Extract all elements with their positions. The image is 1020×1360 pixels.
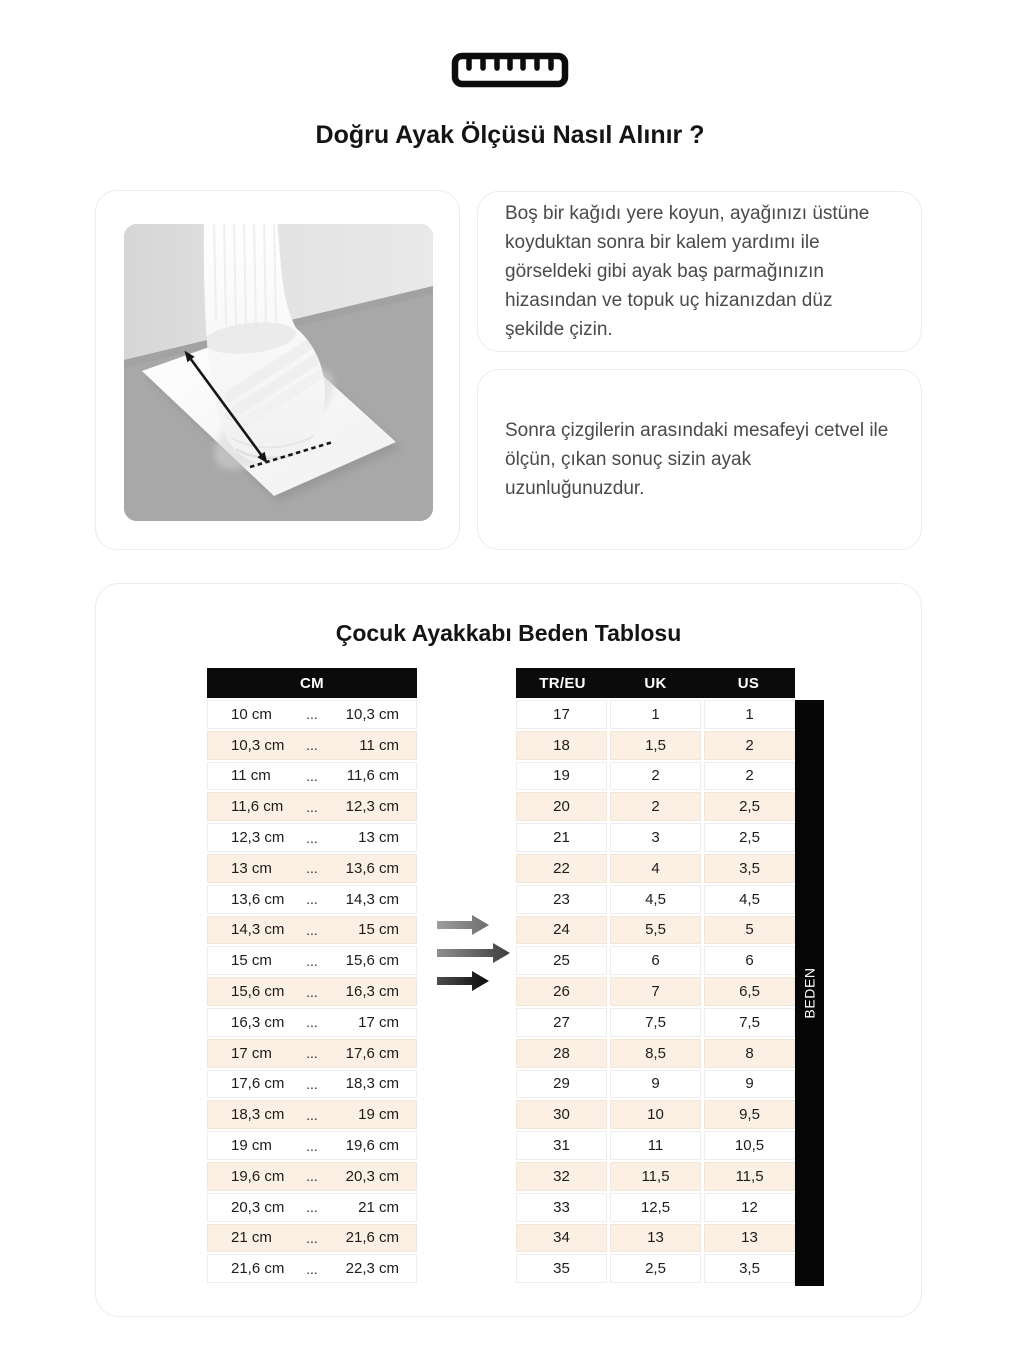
range-dots: ... xyxy=(306,706,318,723)
cm-to: 15 cm xyxy=(358,921,399,939)
uk-cell: 9 xyxy=(610,1070,701,1099)
tr-eu-cell: 28 xyxy=(516,1039,607,1068)
cm-from: 17,6 cm xyxy=(231,1075,285,1093)
us-cell: 13 xyxy=(704,1224,795,1253)
size-table-row xyxy=(516,731,795,760)
tr-eu-cell: 34 xyxy=(516,1224,607,1253)
cm-from: 13,6 cm xyxy=(231,890,285,908)
cm-from: 10 cm xyxy=(231,705,272,723)
cm-to: 19 cm xyxy=(358,1106,399,1124)
size-table-row xyxy=(516,916,795,945)
cm-to: 21 cm xyxy=(358,1198,399,1216)
size-table-row xyxy=(516,1162,795,1191)
cm-to: 21,6 cm xyxy=(345,1229,399,1247)
foot-measurement-image xyxy=(124,224,433,521)
us-cell: 6 xyxy=(704,946,795,975)
cm-to: 20,3 cm xyxy=(345,1167,399,1185)
cm-table-row xyxy=(207,946,417,975)
tr-eu-cell: 21 xyxy=(516,823,607,852)
size-table-row xyxy=(516,1008,795,1037)
cm-to: 14,3 cm xyxy=(345,890,399,908)
international-size-table xyxy=(516,668,795,1285)
tr-eu-cell: 29 xyxy=(516,1070,607,1099)
instruction-card-1 xyxy=(477,191,922,352)
tr-eu-cell: 23 xyxy=(516,885,607,914)
cm-from: 19,6 cm xyxy=(231,1167,285,1185)
us-cell: 2,5 xyxy=(704,823,795,852)
range-dots: ... xyxy=(306,891,318,908)
cm-to: 15,6 cm xyxy=(345,952,399,970)
tr-eu-cell: 26 xyxy=(516,977,607,1006)
size-table-row xyxy=(516,1224,795,1253)
size-table-title: Çocuk Ayakkabı Beden Tablosu xyxy=(335,620,682,646)
range-dots: ... xyxy=(306,1014,318,1031)
size-table-row xyxy=(516,1254,795,1283)
cm-table-header: CM xyxy=(207,668,417,698)
cm-from: 21,6 cm xyxy=(231,1260,285,1278)
us-cell: 2,5 xyxy=(704,792,795,821)
range-dots: ... xyxy=(306,1199,318,1216)
us-cell: 5 xyxy=(704,916,795,945)
cm-to: 11,6 cm xyxy=(346,767,399,785)
cm-to: 17 cm xyxy=(358,1013,399,1031)
uk-cell: 4,5 xyxy=(610,885,701,914)
cm-to: 13 cm xyxy=(358,829,399,847)
cm-table-row xyxy=(207,1224,417,1253)
us-cell: 2 xyxy=(704,762,795,791)
size-table-rows xyxy=(516,700,795,1283)
uk-cell: 5,5 xyxy=(610,916,701,945)
us-cell: 1 xyxy=(704,700,795,729)
measurement-photo-card xyxy=(95,190,460,550)
cm-table-row xyxy=(207,977,417,1006)
cm-from: 18,3 cm xyxy=(231,1106,285,1124)
cm-to: 19,6 cm xyxy=(345,1137,399,1155)
us-cell: 8 xyxy=(704,1039,795,1068)
uk-cell: 13 xyxy=(610,1224,701,1253)
uk-cell: 11 xyxy=(610,1131,701,1160)
range-dots: ... xyxy=(306,921,318,938)
uk-cell: 7 xyxy=(610,977,701,1006)
range-dots: ... xyxy=(306,860,318,877)
cm-table-row xyxy=(207,792,417,821)
range-dots: ... xyxy=(306,798,318,815)
cm-table-row xyxy=(207,854,417,883)
uk-cell: 11,5 xyxy=(610,1162,701,1191)
size-table-row xyxy=(516,1193,795,1222)
tr-eu-cell: 18 xyxy=(516,731,607,760)
uk-cell: 6 xyxy=(610,946,701,975)
size-table-row xyxy=(516,977,795,1006)
instruction-text-1: Boş bir kağıdı yere koyun, ayağınızı üstüne koyduktan sonra bir kalem yardımı ile görseldeki gibi ayak baş parmağınızın hizasından ve topuk uç hizanızdan düz şekilde çizin. xyxy=(505,203,870,340)
cm-table-rows xyxy=(207,700,417,1283)
size-table-row xyxy=(516,823,795,852)
cm-table-row xyxy=(207,1131,417,1160)
us-cell: 10,5 xyxy=(704,1131,795,1160)
us-cell: 12 xyxy=(704,1193,795,1222)
size-table-card xyxy=(95,583,922,1317)
cm-from: 13 cm xyxy=(231,859,272,877)
size-table-row xyxy=(516,1070,795,1099)
range-dots: ... xyxy=(306,1229,318,1246)
size-table-header xyxy=(516,668,795,698)
range-dots: ... xyxy=(306,767,318,784)
cm-table-row xyxy=(207,700,417,729)
us-cell: 6,5 xyxy=(704,977,795,1006)
tr-eu-cell: 35 xyxy=(516,1254,607,1283)
header-us: US xyxy=(737,674,760,692)
beden-label: BEDEN xyxy=(801,967,818,1019)
size-table-row xyxy=(516,1131,795,1160)
cm-table-row xyxy=(207,823,417,852)
size-table-row xyxy=(516,762,795,791)
cm-from: 19 cm xyxy=(231,1137,272,1155)
cm-from: 12,3 cm xyxy=(231,829,285,847)
tr-eu-cell: 25 xyxy=(516,946,607,975)
range-dots: ... xyxy=(306,1168,318,1185)
cm-to: 16,3 cm xyxy=(345,983,399,1001)
cm-from: 15,6 cm xyxy=(231,983,285,1001)
us-cell: 3,5 xyxy=(704,1254,795,1283)
tr-eu-cell: 24 xyxy=(516,916,607,945)
cm-table-row xyxy=(207,1008,417,1037)
cm-from: 11 cm xyxy=(231,767,271,785)
tr-eu-cell: 22 xyxy=(516,854,607,883)
uk-cell: 4 xyxy=(610,854,701,883)
range-dots: ... xyxy=(306,1106,318,1123)
cm-to: 11 cm xyxy=(359,736,399,754)
transfer-arrows-icon xyxy=(436,914,510,999)
size-table-row xyxy=(516,1100,795,1129)
us-cell: 7,5 xyxy=(704,1008,795,1037)
size-table-row xyxy=(516,1039,795,1068)
range-dots: ... xyxy=(306,983,318,1000)
tr-eu-cell: 17 xyxy=(516,700,607,729)
cm-table-row xyxy=(207,1254,417,1283)
us-cell: 9,5 xyxy=(704,1100,795,1129)
instruction-text-2: Sonra çizgilerin arasındaki mesafeyi cetvel ile ölçün, çıkan sonuç sizin ayak uzunluğunuzdur. xyxy=(505,420,889,499)
tr-eu-cell: 20 xyxy=(516,792,607,821)
us-cell: 2 xyxy=(704,731,795,760)
cm-to: 12,3 cm xyxy=(345,798,399,816)
header-tr-eu: TR/EU xyxy=(539,674,586,692)
range-dots: ... xyxy=(306,829,318,846)
tr-eu-cell: 33 xyxy=(516,1193,607,1222)
cm-from: 10,3 cm xyxy=(231,736,285,754)
uk-cell: 1 xyxy=(610,700,701,729)
cm-table-row xyxy=(207,1100,417,1129)
cm-to: 10,3 cm xyxy=(345,705,399,723)
size-table-row xyxy=(516,885,795,914)
range-dots: ... xyxy=(306,952,318,969)
cm-table-row xyxy=(207,916,417,945)
cm-table-row xyxy=(207,1193,417,1222)
tr-eu-cell: 30 xyxy=(516,1100,607,1129)
range-dots: ... xyxy=(306,1075,318,1092)
tr-eu-cell: 31 xyxy=(516,1131,607,1160)
cm-from: 21 cm xyxy=(231,1229,272,1247)
uk-cell: 1,5 xyxy=(610,731,701,760)
uk-cell: 2,5 xyxy=(610,1254,701,1283)
uk-cell: 2 xyxy=(610,762,701,791)
cm-from: 15 cm xyxy=(231,952,272,970)
tr-eu-cell: 32 xyxy=(516,1162,607,1191)
us-cell: 9 xyxy=(704,1070,795,1099)
uk-cell: 2 xyxy=(610,792,701,821)
ruler-icon xyxy=(0,52,1020,88)
cm-table-row xyxy=(207,885,417,914)
cm-to: 22,3 cm xyxy=(345,1260,399,1278)
instruction-card-2 xyxy=(477,369,922,550)
range-dots: ... xyxy=(306,737,318,754)
size-table-row xyxy=(516,792,795,821)
size-table-row xyxy=(516,854,795,883)
cm-to: 13,6 cm xyxy=(345,859,399,877)
uk-cell: 12,5 xyxy=(610,1193,701,1222)
cm-from: 11,6 cm xyxy=(231,798,284,816)
range-dots: ... xyxy=(306,1260,318,1277)
tr-eu-cell: 27 xyxy=(516,1008,607,1037)
range-dots: ... xyxy=(306,1045,318,1062)
cm-from: 20,3 cm xyxy=(231,1198,285,1216)
uk-cell: 8,5 xyxy=(610,1039,701,1068)
page-title: Doğru Ayak Ölçüsü Nasıl Alınır ? xyxy=(315,121,705,149)
size-table-row xyxy=(516,700,795,729)
cm-table-row xyxy=(207,1070,417,1099)
cm-table-row xyxy=(207,1162,417,1191)
cm-table-row xyxy=(207,731,417,760)
cm-table xyxy=(207,668,417,1285)
range-dots: ... xyxy=(306,1137,318,1154)
cm-from: 16,3 cm xyxy=(231,1013,285,1031)
uk-cell: 7,5 xyxy=(610,1008,701,1037)
tr-eu-cell: 19 xyxy=(516,762,607,791)
cm-to: 17,6 cm xyxy=(345,1044,399,1062)
cm-from: 14,3 cm xyxy=(231,921,285,939)
cm-from: 17 cm xyxy=(231,1044,272,1062)
size-table-row xyxy=(516,946,795,975)
beden-side-bar xyxy=(795,700,824,1286)
us-cell: 4,5 xyxy=(704,885,795,914)
us-cell: 11,5 xyxy=(704,1162,795,1191)
cm-table-row xyxy=(207,1039,417,1068)
cm-table-row xyxy=(207,762,417,791)
uk-cell: 10 xyxy=(610,1100,701,1129)
us-cell: 3,5 xyxy=(704,854,795,883)
uk-cell: 3 xyxy=(610,823,701,852)
cm-to: 18,3 cm xyxy=(345,1075,399,1093)
header-uk: UK xyxy=(644,674,667,692)
